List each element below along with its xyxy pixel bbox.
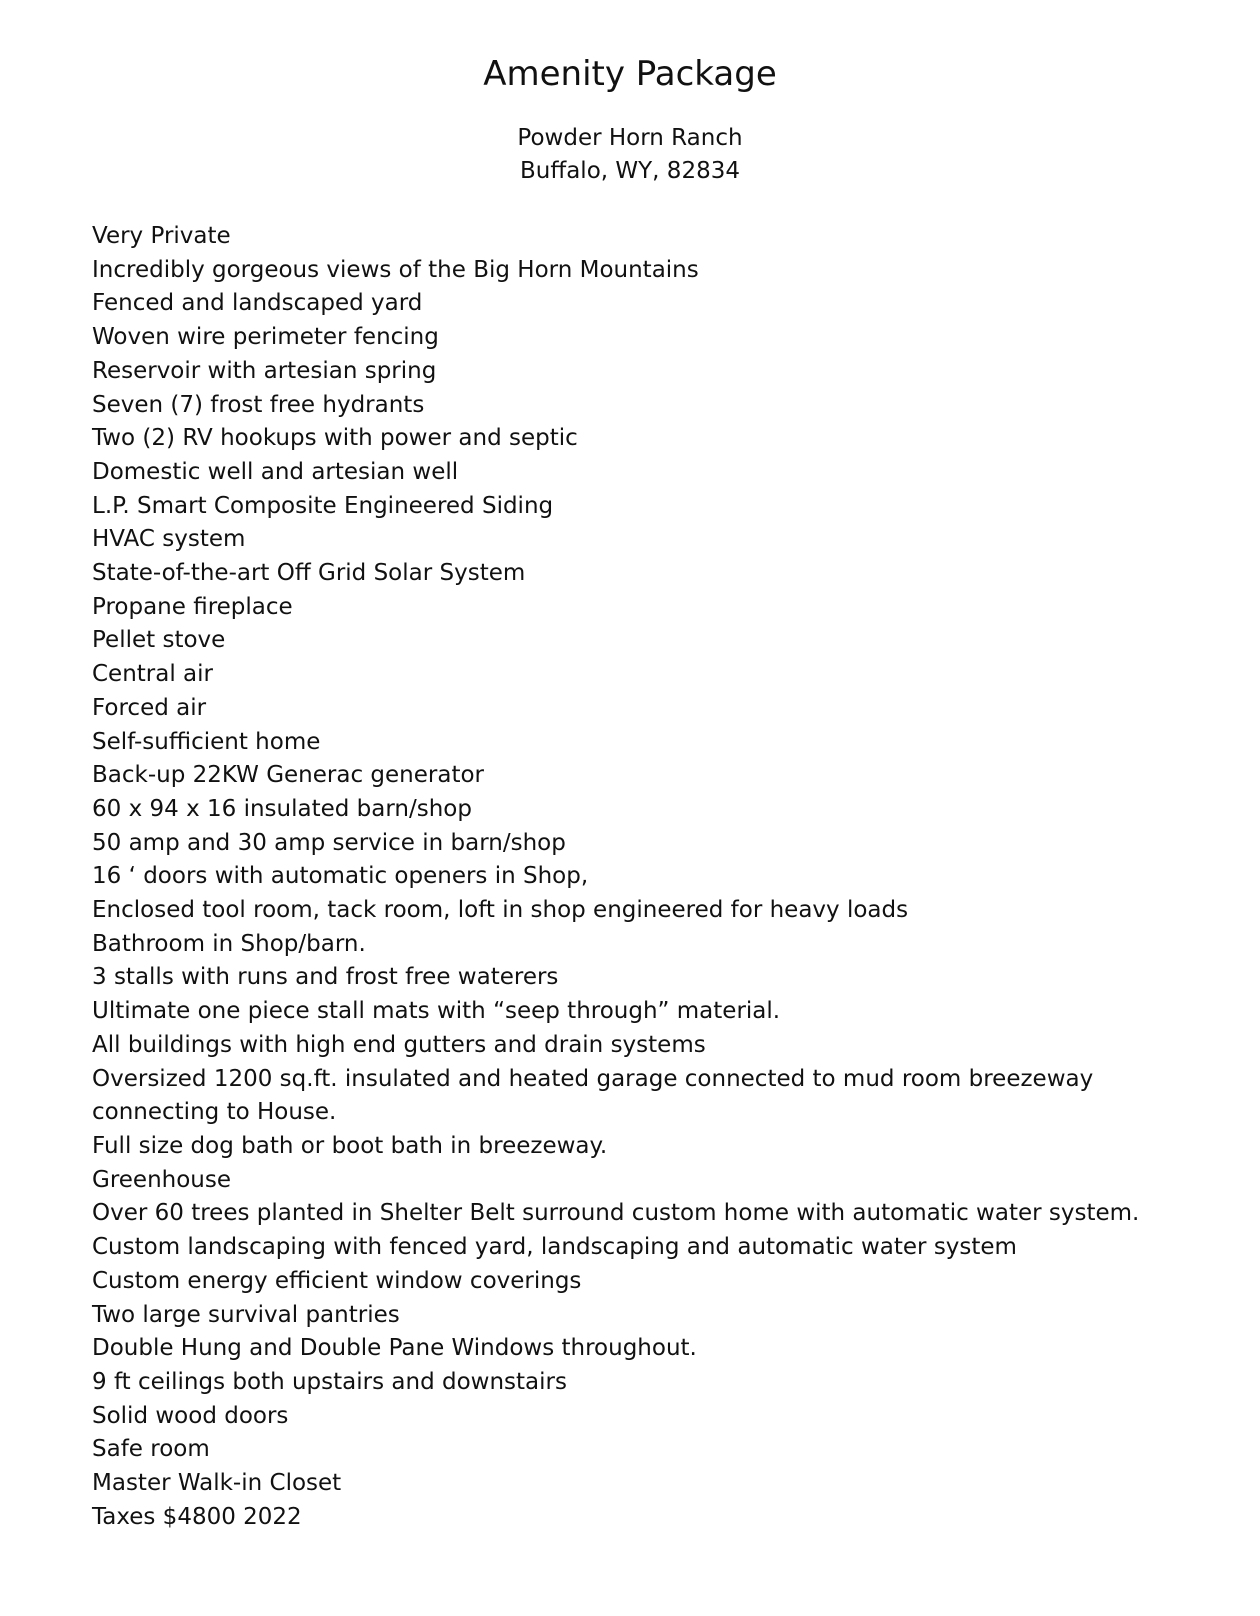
amenity-item: Reservoir with artesian spring (92, 357, 437, 384)
amenity-item: Forced air (92, 694, 207, 721)
amenity-item: Solid wood doors (92, 1402, 289, 1429)
amenity-item: Central air (92, 661, 213, 688)
amenity-item: Pellet stove (92, 627, 226, 654)
amenity-item: Double Hung and Double Pane Windows throughout. (92, 1335, 697, 1362)
amenity-item: Bathroom in Shop/barn. (92, 930, 366, 957)
amenity-item: Two (2) RV hookups with power and septic (92, 425, 578, 452)
amenity-item: Custom landscaping with fenced yard, landscaping and automatic water system (92, 1234, 1017, 1261)
amenity-item: Propane fireplace (92, 593, 293, 620)
property-name: Powder Horn Ranch (517, 125, 743, 151)
amenity-item: Master Walk-in Closet (92, 1470, 342, 1497)
amenity-item: All buildings with high end gutters and drain systems (92, 1031, 706, 1058)
amenity-item: Incredibly gorgeous views of the Big Horn Mountains (92, 256, 699, 283)
amenities-list (92, 220, 1172, 1534)
amenity-item: Custom energy efficient window coverings (92, 1267, 582, 1294)
amenity-item: Oversized 1200 sq.ft. insulated and heated garage connected to mud room breezeway connecting to House. (92, 1065, 1101, 1126)
amenity-item: 60 x 94 x 16 insulated barn/shop (92, 795, 472, 822)
amenity-item: Domestic well and artesian well (92, 458, 459, 485)
amenity-item: Greenhouse (92, 1166, 232, 1193)
amenity-item: State-of-the-art Off Grid Solar System (92, 560, 526, 587)
amenity-item: Ultimate one piece stall mats with “seep through” material. (92, 998, 781, 1025)
amenity-item: 9 ft ceilings both upstairs and downstairs (92, 1368, 567, 1395)
property-city-state-zip: Buffalo, WY, 82834 (520, 158, 740, 184)
amenity-item: Two large survival pantries (92, 1301, 400, 1328)
document-title: Amenity Package (483, 54, 777, 94)
amenity-item: Taxes $4800 2022 (92, 1503, 302, 1530)
amenity-item: HVAC system (92, 526, 246, 553)
amenity-item: Woven wire perimeter fencing (92, 324, 439, 351)
amenity-item: 3 stalls with runs and frost free waterers (92, 964, 559, 991)
property-address (0, 122, 1260, 188)
amenity-item: Very Private (92, 223, 231, 249)
amenity-item: Back-up 22KW Generac generator (92, 762, 484, 789)
amenity-item: Safe room (92, 1436, 210, 1463)
amenity-item: 50 amp and 30 amp service in barn/shop (92, 829, 566, 856)
amenity-item: Full size dog bath or boot bath in breezeway. (92, 1132, 608, 1159)
amenity-item: Self-sufficient home (92, 728, 321, 755)
amenity-item: Over 60 trees planted in Shelter Belt surround custom home with automatic water system. (92, 1200, 1140, 1227)
amenity-item: 16 ‘ doors with automatic openers in Shop, (92, 863, 589, 890)
amenity-item: Fenced and landscaped yard (92, 290, 423, 317)
amenity-item: Seven (7) frost free hydrants (92, 391, 425, 418)
amenity-item: L.P. Smart Composite Engineered Siding (92, 492, 554, 519)
amenity-item: Enclosed tool room, tack room, loft in shop engineered for heavy loads (92, 897, 909, 924)
